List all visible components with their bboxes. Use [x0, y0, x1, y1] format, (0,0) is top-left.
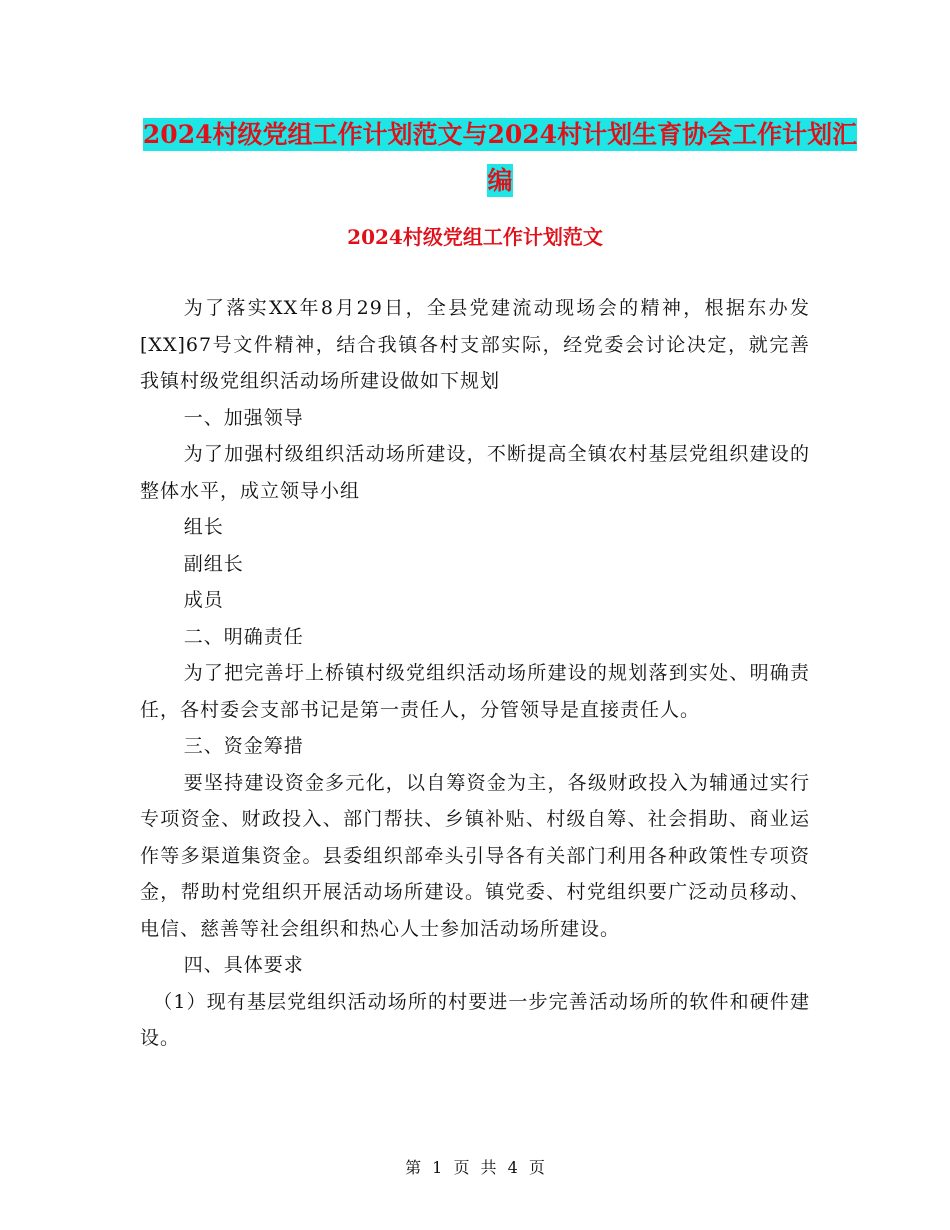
heading-clarify-responsibility: 二、明确责任	[183, 625, 304, 648]
document-body	[140, 290, 810, 1057]
paragraph-fundraising: 要坚持建设资金多元化，以自筹资金为主，各级财政投入为辅通过实行专项资金、财政投入、部门帮扶、乡镇补贴、村级自筹、社会捐助、商业运作等多渠道集资金。县委组织部牵头引导各有关部门利用各种政策性专项资金，帮助村党组织开展活动场所建设。镇党委、村党组织要广泛动员移动、电信、慈善等社会组织和热心人士参加活动场所建设。	[140, 771, 810, 940]
document-title	[140, 112, 860, 204]
item-group-leader: 组长	[183, 516, 224, 538]
item-deputy-leader: 副组长	[183, 552, 244, 575]
heading-strengthen-leadership: 一、加强领导	[183, 406, 304, 429]
paragraph-requirement-1: （1）现有基层党组织活动场所的村要进一步完善活动场所的软件和硬件建设。	[140, 990, 810, 1049]
heading-fundraising: 三、资金筹措	[183, 735, 304, 757]
paragraph-leadership: 为了加强村级组织活动场所建设，不断提高全镇农村基层党组织建设的整体水平，成立领导小组	[140, 443, 810, 502]
item-members: 成员	[183, 589, 224, 611]
section-title: 2024村级党组工作计划范文	[347, 225, 603, 249]
paragraph-intro: 为了落实XX年8月29日，全县党建流动现场会的精神，根据东办发[XX]67号文件精神，结合我镇各村支部实际，经党委会讨论决定，就完善我镇村级党组织活动场所建设做如下规划	[140, 297, 810, 392]
heading-specific-requirements: 四、具体要求	[183, 954, 304, 976]
document-title-text: 2024村级党组工作计划范文与2024村计划生育协会工作计划汇编	[142, 120, 858, 195]
page-number: 第 1 页 共 4 页	[405, 1158, 545, 1177]
paragraph-responsibility: 为了把完善圩上桥镇村级党组织活动场所建设的规划落到实处、明确责任，各村委会支部书记是第一责任人，分管领导是直接责任人。	[140, 662, 810, 721]
